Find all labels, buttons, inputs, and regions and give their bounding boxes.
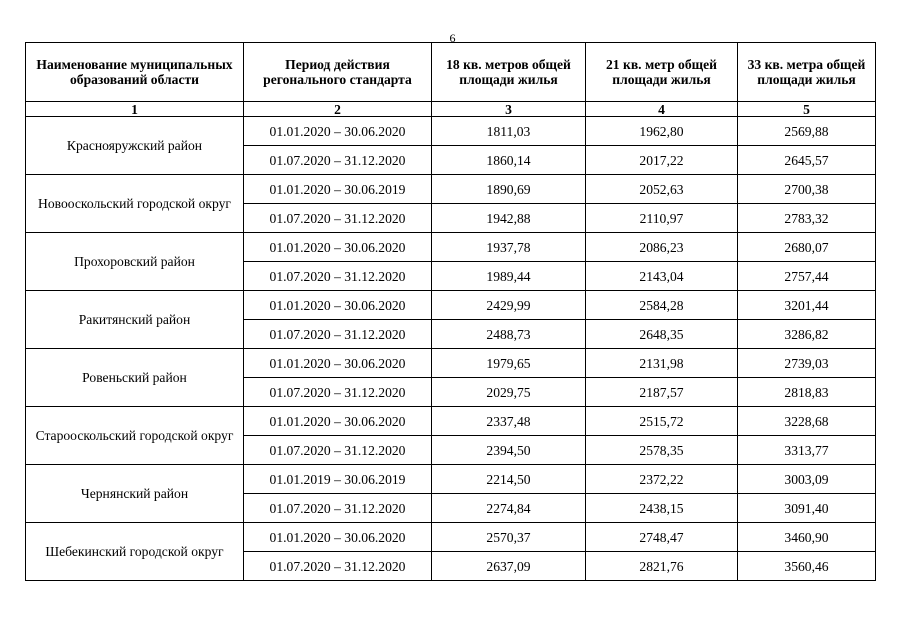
header-21sqm: 21 кв. метр общей площади жилья [586,43,738,102]
column-number: 1 [26,102,244,117]
value-33sqm: 3313,77 [738,436,876,465]
header-33sqm: 33 кв. метра общей площади жилья [738,43,876,102]
housing-cost-table [25,42,876,581]
column-number: 5 [738,102,876,117]
value-18sqm: 2337,48 [432,407,586,436]
municipality-name: Краснояружский район [26,117,244,175]
column-number: 4 [586,102,738,117]
municipality-name: Шебекинский городской округ [26,523,244,581]
value-18sqm: 1811,03 [432,117,586,146]
value-33sqm: 2645,57 [738,146,876,175]
value-21sqm: 2086,23 [586,233,738,262]
value-21sqm: 2143,04 [586,262,738,291]
column-number-row [26,102,876,117]
table-row [26,523,876,552]
period-cell: 01.07.2020 – 31.12.2020 [244,320,432,349]
value-18sqm: 2570,37 [432,523,586,552]
value-21sqm: 2110,97 [586,204,738,233]
period-cell: 01.07.2020 – 31.12.2020 [244,552,432,581]
table-row [26,349,876,378]
value-21sqm: 2748,47 [586,523,738,552]
period-cell: 01.01.2020 – 30.06.2019 [244,175,432,204]
value-18sqm: 2637,09 [432,552,586,581]
page-number: 6 [449,31,456,45]
value-33sqm: 2739,03 [738,349,876,378]
value-21sqm: 2438,15 [586,494,738,523]
column-number: 2 [244,102,432,117]
period-cell: 01.07.2020 – 31.12.2020 [244,262,432,291]
municipality-name: Чернянский район [26,465,244,523]
period-cell: 01.01.2020 – 30.06.2020 [244,523,432,552]
municipality-name: Прохоровский район [26,233,244,291]
value-21sqm: 1962,80 [586,117,738,146]
table-row [26,175,876,204]
value-33sqm: 3228,68 [738,407,876,436]
period-cell: 01.07.2020 – 31.12.2020 [244,378,432,407]
value-18sqm: 1979,65 [432,349,586,378]
period-cell: 01.01.2020 – 30.06.2020 [244,291,432,320]
column-number: 3 [432,102,586,117]
value-33sqm: 2569,88 [738,117,876,146]
table-row [26,291,876,320]
value-21sqm: 2584,28 [586,291,738,320]
value-18sqm: 1860,14 [432,146,586,175]
period-cell: 01.07.2020 – 31.12.2020 [244,146,432,175]
value-18sqm: 1937,78 [432,233,586,262]
value-18sqm: 2029,75 [432,378,586,407]
value-33sqm: 3003,09 [738,465,876,494]
header-period: Период действия регонального стандарта [244,43,432,102]
period-cell: 01.07.2020 – 31.12.2020 [244,204,432,233]
table-row [26,407,876,436]
value-33sqm: 3460,90 [738,523,876,552]
period-cell: 01.01.2020 – 30.06.2020 [244,233,432,262]
value-18sqm: 1890,69 [432,175,586,204]
value-33sqm: 3560,46 [738,552,876,581]
value-21sqm: 2648,35 [586,320,738,349]
table-row [26,117,876,146]
table-body [26,117,876,581]
value-33sqm: 3286,82 [738,320,876,349]
municipality-name: Новооскольский городской округ [26,175,244,233]
value-21sqm: 2052,63 [586,175,738,204]
value-21sqm: 2131,98 [586,349,738,378]
value-33sqm: 3201,44 [738,291,876,320]
value-18sqm: 2488,73 [432,320,586,349]
period-cell: 01.07.2020 – 31.12.2020 [244,494,432,523]
period-cell: 01.01.2020 – 30.06.2020 [244,407,432,436]
value-18sqm: 2214,50 [432,465,586,494]
value-18sqm: 2394,50 [432,436,586,465]
value-21sqm: 2515,72 [586,407,738,436]
value-33sqm: 2818,83 [738,378,876,407]
value-21sqm: 2017,22 [586,146,738,175]
period-cell: 01.01.2020 – 30.06.2020 [244,117,432,146]
header-18sqm: 18 кв. метров общей площади жилья [432,43,586,102]
value-33sqm: 2757,44 [738,262,876,291]
value-21sqm: 2187,57 [586,378,738,407]
value-33sqm: 3091,40 [738,494,876,523]
municipality-name: Ракитянский район [26,291,244,349]
value-21sqm: 2821,76 [586,552,738,581]
table-row [26,233,876,262]
header-municipality: Наименование муниципальных образований области [26,43,244,102]
period-cell: 01.07.2020 – 31.12.2020 [244,436,432,465]
value-21sqm: 2578,35 [586,436,738,465]
value-33sqm: 2783,32 [738,204,876,233]
value-33sqm: 2680,07 [738,233,876,262]
value-18sqm: 2274,84 [432,494,586,523]
table-row [26,465,876,494]
value-18sqm: 2429,99 [432,291,586,320]
value-18sqm: 1942,88 [432,204,586,233]
municipality-name: Старооскольский городской округ [26,407,244,465]
period-cell: 01.01.2020 – 30.06.2020 [244,349,432,378]
period-cell: 01.01.2019 – 30.06.2019 [244,465,432,494]
value-21sqm: 2372,22 [586,465,738,494]
value-18sqm: 1989,44 [432,262,586,291]
header-row [26,43,876,102]
value-33sqm: 2700,38 [738,175,876,204]
municipality-name: Ровеньский район [26,349,244,407]
